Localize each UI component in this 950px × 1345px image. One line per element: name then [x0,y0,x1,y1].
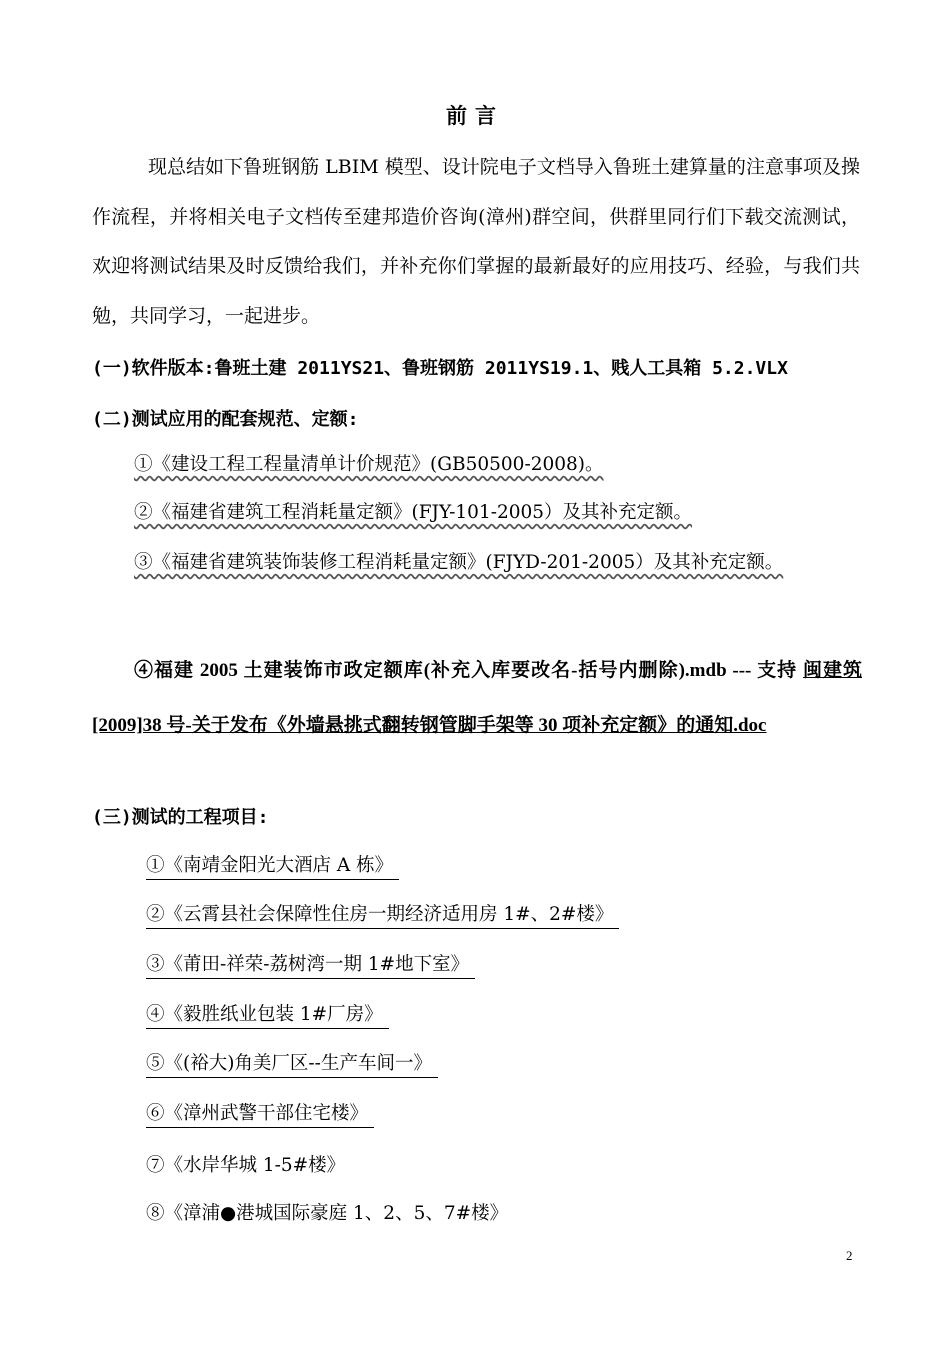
section-software-version: (一)软件版本:鲁班土建 2011YS21、鲁班钢筋 2011YS19.1、贱人工具箱 5.2.VLX [92,358,788,379]
project-item: ①《南靖金阳光大酒店 A 栋》 [146,851,399,880]
project-item: ⑥《漳州武警干部住宅楼》 [146,1099,374,1128]
project-item: ②《云霄县社会保障性住房一期经济适用房 1#、2#楼》 [146,900,619,929]
project-item: ⑤《(裕大)角美厂区--生产车间一》 [146,1049,438,1078]
section-projects-heading: (三)测试的工程项目: [92,807,269,828]
section-standards-heading: (二)测试应用的配套规范、定额: [92,409,359,430]
standard-item-text: ①《建设工程工程量清单计价规范》(GB50500-2008)。 [134,454,604,475]
project-item: ⑦《水岸华城 1-5#楼》 [146,1155,346,1176]
standard-item-text: ③《福建省建筑装饰装修工程消耗量定额》(FJYD-201-2005）及其补充定额。 [134,552,784,573]
standard-item [92,539,862,587]
special-quota-paragraph [92,643,862,753]
standard-item [92,441,862,489]
intro-paragraph: 现总结如下鲁班钢筋 LBIM 模型、设计院电子文档导入鲁班土建算量的注意事项及操作流程，并将相关电子文档传至建邦造价咨询(漳州)群空间，供群里同行们下载交流测试，欢迎将测试结果及时反馈给我们，并补充你们掌握的最新最好的应用技巧、经验，与我们共勉，共同学习，一起进步。 [92,156,860,327]
page-title: 前言 [446,103,504,128]
standard-item [92,489,862,537]
page-number: 2 [846,1248,853,1263]
project-item: ④《毅胜纸业包装 1#厂房》 [146,1000,389,1029]
quota-notice-link[interactable]: 闽建筑[2009]38 号-关于发布《外墙悬挑式翻转钢管脚手架等 30 项补充定额》的通知.doc [92,660,862,736]
project-item: ⑧《漳浦●港城国际豪庭 1、2、5、7#楼》 [146,1203,509,1224]
special-quota-prefix: ④福建 2005 土建装饰市政定额库(补充入库要改名-括号内删除).mdb --- 支持 [134,660,803,681]
project-item: ③《莆田-祥荣-荔树湾一期 1#地下室》 [146,950,475,979]
standard-item-text: ②《福建省建筑工程消耗量定额》(FJY-101-2005）及其补充定额。 [134,502,693,523]
